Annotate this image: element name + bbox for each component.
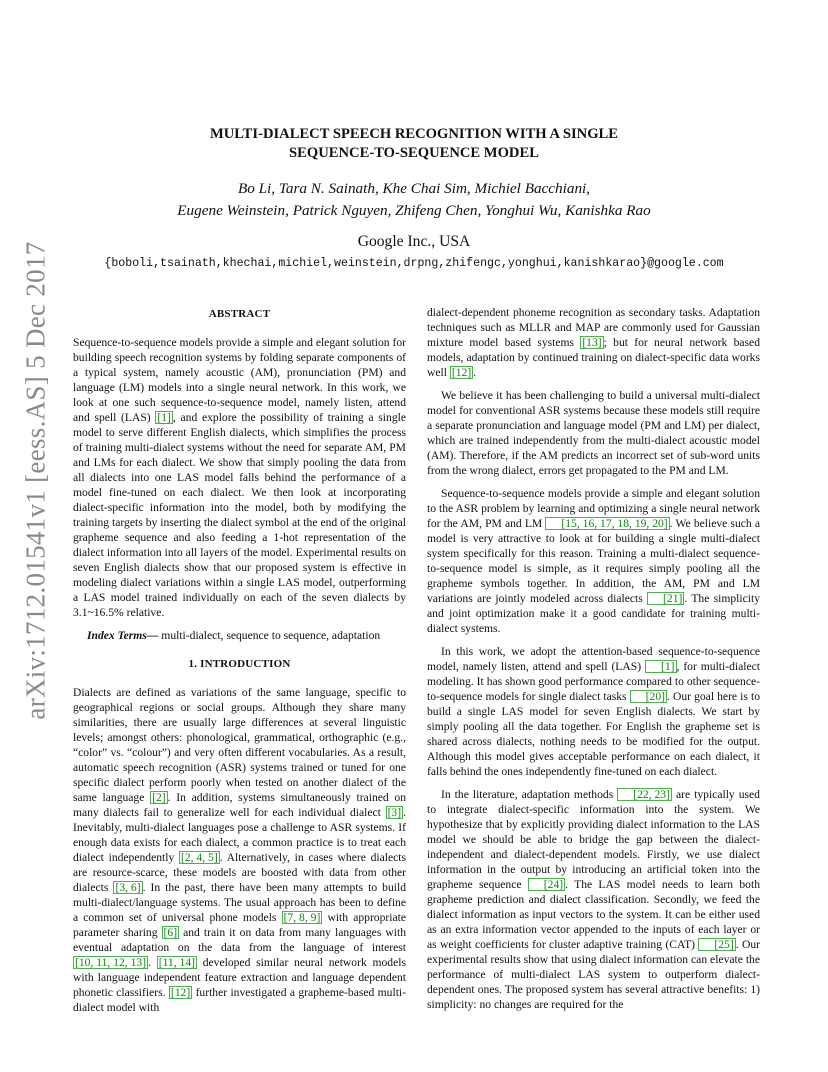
- paper-title: [0, 125, 828, 163]
- right-paragraph-4: [427, 644, 760, 779]
- intro-text: . In the past, there have been many attempts to build multi-dialect/language systems. The usual approach has been to define a common set of universal phone models: [73, 881, 406, 924]
- author-list: [0, 178, 828, 222]
- citation-link[interactable]: [1]: [645, 660, 677, 673]
- intro-text: . Alternatively, in cases where dialects are resource-scarce, these models are boosted with data from other dialects: [73, 851, 406, 894]
- index-terms: [73, 628, 406, 643]
- title-line-2: SEQUENCE-TO-SEQUENCE MODEL: [289, 145, 539, 161]
- body-text: In this work, we adopt the attention-based sequence-to-sequence model, namely listen, attend and spell (LAS): [427, 645, 760, 673]
- intro-text: Dialects are defined as variations of the same language, specific to geographical regions or social groups. Although they share many similarities, there are usually large differences at several linguistic levels; amongst others: phonological, grammatical, orthographic (e.g., “color” vs. “colour”) and very often different vocabularies. As a result, automatic speech recognition (ASR) systems trained or tuned for one specific dialect perform poorly when tested on another dialect of the same language: [73, 686, 406, 804]
- intro-paragraph: [73, 685, 406, 1015]
- body-text: , for multi-dialect modeling. It has shown good performance compared to other sequence-to-sequence models for single dialect tasks: [427, 660, 760, 703]
- body-text: In the literature, adaptation methods: [441, 788, 618, 801]
- citation-link[interactable]: [11, 14]: [158, 956, 195, 969]
- index-terms-label: Index Terms—: [87, 629, 159, 642]
- body-text: are typically used to integrate dialect-specific information into the system. We hypothesize that by explicitly providing dialect information to the LAS model we should be able to bridge the gap between the dialect-independent and dialect-dependent models. Firstly, we use dialect information in the output by introducing an artificial token into the grapheme sequence: [427, 788, 760, 891]
- right-column: [427, 305, 760, 1012]
- citation-link[interactable]: [7, 8, 9]: [283, 911, 321, 924]
- citation-link[interactable]: [22, 23]: [617, 788, 672, 801]
- citation-link[interactable]: [10, 11, 12, 13]: [75, 956, 147, 969]
- citation-link[interactable]: [12]: [170, 986, 191, 999]
- abstract-heading: ABSTRACT: [208, 308, 271, 320]
- body-text: . We believe such a model is very attractive to look at for building a single multi-dialect system specifically for this reason. Training a multi-dialect sequence-to-sequence model is simple, as it requires simply pooling all the grapheme symbols together. In addition, the AM, PM and LM variations are jointly modeled across dialects: [427, 517, 760, 605]
- authors-line-2: Eugene Weinstein, Patrick Nguyen, Zhifeng Chen, Yonghui Wu, Kanishka Rao: [177, 202, 651, 219]
- citation-link[interactable]: [24]: [528, 878, 565, 891]
- citation-link[interactable]: [20]: [630, 690, 667, 703]
- index-terms-text: multi-dialect, sequence to sequence, adaptation: [158, 629, 381, 642]
- intro-text: developed similar neural network models with language independent feature extraction and language dependent phonetic classifiers.: [73, 956, 406, 999]
- body-text: . Our goal here is to build a single LAS model for seven English dialects. We start by simply pooling all the data together. For English the grapheme set is shared across dialects, nothing needs to be modified for the output. Although this model gives acceptable performance on each dialect, it falls behind the ones independently fine-tuned on each dialect.: [427, 690, 760, 778]
- citation-link[interactable]: [3]: [387, 806, 402, 819]
- body-text: Sequence-to-sequence models provide a simple and elegant solution to the ASR problem by learning and optimizing a single neural network for the AM, PM and LM: [427, 487, 760, 530]
- body-text: . Our experimental results show that using dialect information can elevate the performance of multi-dialect LAS system to outperform dialect-dependent ones. The proposed system has several attractive benefits: 1) simplicity: no changes are required for the: [427, 938, 761, 1011]
- affiliation: Google Inc., USA: [357, 233, 471, 250]
- introduction-heading: 1. INTRODUCTION: [188, 658, 291, 670]
- body-text: ; but for neural network based models, adaptation by continued training on dialect-specific data works well: [427, 336, 760, 379]
- left-column: [73, 305, 406, 1015]
- body-text: dialect-dependent phoneme recognition as secondary tasks. Adaptation techniques such as MLLR and MAP are commonly used for Gaussian mixture model based systems: [427, 306, 760, 349]
- body-text: .: [473, 366, 477, 379]
- authors-line-1: Bo Li, Tara N. Sainath, Khe Chai Sim, Michiel Bacchiani,: [237, 180, 591, 197]
- arxiv-identifier-stamp: [14, 240, 58, 720]
- citation-link[interactable]: [2]: [152, 791, 166, 804]
- citation-link[interactable]: [3, 6]: [115, 881, 141, 894]
- citation-link[interactable]: [15, 16, 17, 18, 19, 20]: [545, 517, 669, 530]
- intro-text: . Inevitably, multi-dialect languages pose a challenge to ASR systems. If enough data exists for each dialect, a common practice is to treat each dialect independently: [73, 806, 406, 864]
- intro-text: .: [148, 956, 157, 969]
- right-paragraph-1: [427, 305, 760, 380]
- citation-link[interactable]: [2, 4, 5]: [180, 851, 218, 864]
- citation-link[interactable]: [6]: [163, 926, 178, 939]
- right-paragraph-3: [427, 486, 760, 636]
- title-line-1: MULTI-DIALECT SPEECH RECOGNITION WITH A SINGLE: [209, 126, 619, 142]
- body-text: . The LAS model needs to learn both grapheme prediction and dialect classification. Secondly, we feed the dialect information as input vectors to the system. It can be either used as an extra information vector appended to the inputs of each layer or as weight coefficients for cluster adaptive training (CAT): [427, 878, 760, 951]
- citation-link[interactable]: [12]: [451, 366, 472, 379]
- right-paragraph-2: We believe it has been challenging to build a universal multi-dialect model for conventional ASR systems because these models still require a separate pronunciation and language model (PM and LM) per dialect, which are trained independently from the multi-dialect acoustic model (AM). Therefore, if the AM predicts an incorrect set of sub-word units from the wrong dialect, errors get propagated to the PM and LM.: [427, 389, 760, 477]
- intro-text: further investigated a grapheme-based multi-dialect model with: [73, 986, 406, 1014]
- intro-text: . In addition, systems simultaneously trained on many dialects fail to generalize well for each individual dialect: [73, 791, 406, 819]
- abstract-text: Sequence-to-sequence models provide a simple and elegant solution for building speech recognition systems by folding separate components of a typical system, namely acoustic (AM), pronunciation (PM) and language (LM) models into a single neural network. In this work, we look at one such sequence-to-sequence model, namely listen, attend and spell (LAS): [73, 336, 406, 424]
- intro-text: and train it on data from many languages with eventual adaptation on the data from the language of interest: [73, 926, 406, 954]
- right-paragraph-5: [427, 787, 760, 1012]
- intro-text: with appropriate parameter sharing: [73, 911, 406, 939]
- body-text: . The simplicity and joint optimization make it a good candidate for training multi-dialect systems.: [427, 592, 760, 635]
- abstract-text: , and explore the possibility of training a single model to serve different English dialects, which simplifies the process of training multi-dialect systems without the need for separate AM, PM and LMs for each dialect. We show that simply pooling the data from all dialects into one LAS model falls behind the performance of a model fine-tuned on each dialect. We then look at incorporating dialect-specific information into the model, both by modifying the training targets by inserting the dialect symbol at the end of the original grapheme sequence and also feeding a 1-hot representation of the dialect information into all layers of the model. Experimental results on seven English dialects show that our proposed system is effective in modeling dialect variations within a single LAS model, outperforming a LAS model trained individually on each of the seven dialects by 3.1~16.5% relative.: [73, 411, 406, 619]
- citation-link[interactable]: [21]: [647, 592, 684, 605]
- citation-link[interactable]: [1]: [157, 411, 171, 424]
- author-emails: {boboli,tsainath,khechai,michiel,weinstein,drpng,zhifengc,yonghui,kanishkarao}@google.com: [104, 257, 724, 270]
- abstract-body: [73, 335, 406, 620]
- arxiv-identifier-text: arXiv:1712.01541v1 [eess.AS] 5 Dec 2017: [20, 240, 51, 720]
- citation-link[interactable]: [13]: [582, 336, 602, 349]
- citation-link[interactable]: [25]: [698, 938, 735, 951]
